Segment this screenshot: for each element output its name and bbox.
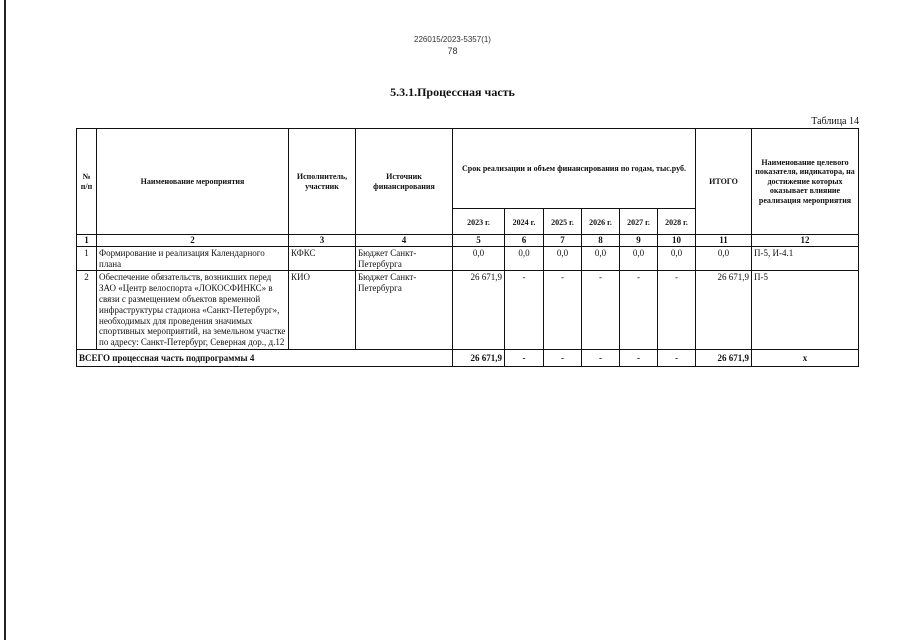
indicator: П-5 — [752, 271, 859, 350]
column-number: 2 — [97, 235, 289, 247]
total-year-value: - — [582, 349, 620, 366]
column-number: 5 — [453, 235, 505, 247]
header-total: ИТОГО — [696, 129, 752, 235]
table-row — [77, 271, 859, 350]
year-value: 0,0 — [453, 246, 505, 271]
column-number: 1 — [77, 235, 97, 247]
total-year-value: - — [505, 349, 544, 366]
column-number: 12 — [752, 235, 859, 247]
total-year-value: 26 671,9 — [453, 349, 505, 366]
table-caption: Таблица 14 — [811, 116, 859, 127]
table-row — [77, 246, 859, 271]
year-value: 0,0 — [582, 246, 620, 271]
header-executor: Исполнитель, участник — [289, 129, 356, 235]
header-year: 2028 г. — [658, 209, 696, 235]
total-indicator: х — [752, 349, 859, 366]
column-numbers-row — [77, 235, 859, 247]
column-number: 11 — [696, 235, 752, 247]
funding-source: Бюджет Санкт-Петербурга — [356, 246, 453, 271]
header-year: 2024 г. — [505, 209, 544, 235]
activity-name: Формирование и реализация Календарного плана — [97, 246, 289, 271]
year-value: - — [620, 271, 658, 350]
row-number: 2 — [77, 271, 97, 350]
column-number: 10 — [658, 235, 696, 247]
header-num: № п/п — [77, 129, 97, 235]
column-number: 4 — [356, 235, 453, 247]
header-year: 2025 г. — [544, 209, 582, 235]
activity-name: Обеспечение обязательств, возникших перед ЗАО «Центр велоспорта «ЛОКОСФИНКС» в связи с размещением объектов временной инфраструктуры стадиона «Санкт-Петербург», необходимых для проведения значимых спортивных мероприятий, на земельном участке по адресу: Санкт-Петербург, Северная дор., д.12 — [97, 271, 289, 350]
column-number: 3 — [289, 235, 356, 247]
executor: КФКС — [289, 246, 356, 271]
year-value: 0,0 — [544, 246, 582, 271]
total-year-value: - — [544, 349, 582, 366]
row-total: 0,0 — [696, 246, 752, 271]
header-name: Наименование мероприятия — [97, 129, 289, 235]
row-total: 26 671,9 — [696, 271, 752, 350]
financing-table — [76, 128, 859, 367]
executor: КИО — [289, 271, 356, 350]
year-value: 0,0 — [658, 246, 696, 271]
year-value: - — [544, 271, 582, 350]
total-row — [77, 349, 859, 366]
funding-source: Бюджет Санкт-Петербурга — [356, 271, 453, 350]
row-number: 1 — [77, 246, 97, 271]
column-number: 9 — [620, 235, 658, 247]
column-number: 7 — [544, 235, 582, 247]
total-year-value: - — [658, 349, 696, 366]
year-value: 0,0 — [620, 246, 658, 271]
indicator: П-5, И-4.1 — [752, 246, 859, 271]
header-source: Источник финансирования — [356, 129, 453, 235]
header-year: 2027 г. — [620, 209, 658, 235]
section-title: 5.3.1.Процессная часть — [390, 85, 515, 99]
grand-total: 26 671,9 — [696, 349, 752, 366]
year-value: 26 671,9 — [453, 271, 505, 350]
total-label: ВСЕГО процессная часть подпрограммы 4 — [77, 349, 453, 366]
document-id: 226015/2023-5357(1) — [414, 35, 491, 44]
year-value: 0,0 — [505, 246, 544, 271]
header-year: 2023 г. — [453, 209, 505, 235]
header-year: 2026 г. — [582, 209, 620, 235]
column-number: 8 — [582, 235, 620, 247]
page-number: 78 — [447, 46, 458, 56]
year-value: - — [582, 271, 620, 350]
header-period: Срок реализации и объем финансирования по годам, тыс.руб. — [453, 129, 696, 209]
column-number: 6 — [505, 235, 544, 247]
header-indicator: Наименование целевого показателя, индикатора, на достижение которых оказывает влияние реализация мероприятия — [752, 129, 859, 235]
total-year-value: - — [620, 349, 658, 366]
year-value: - — [505, 271, 544, 350]
year-value: - — [658, 271, 696, 350]
